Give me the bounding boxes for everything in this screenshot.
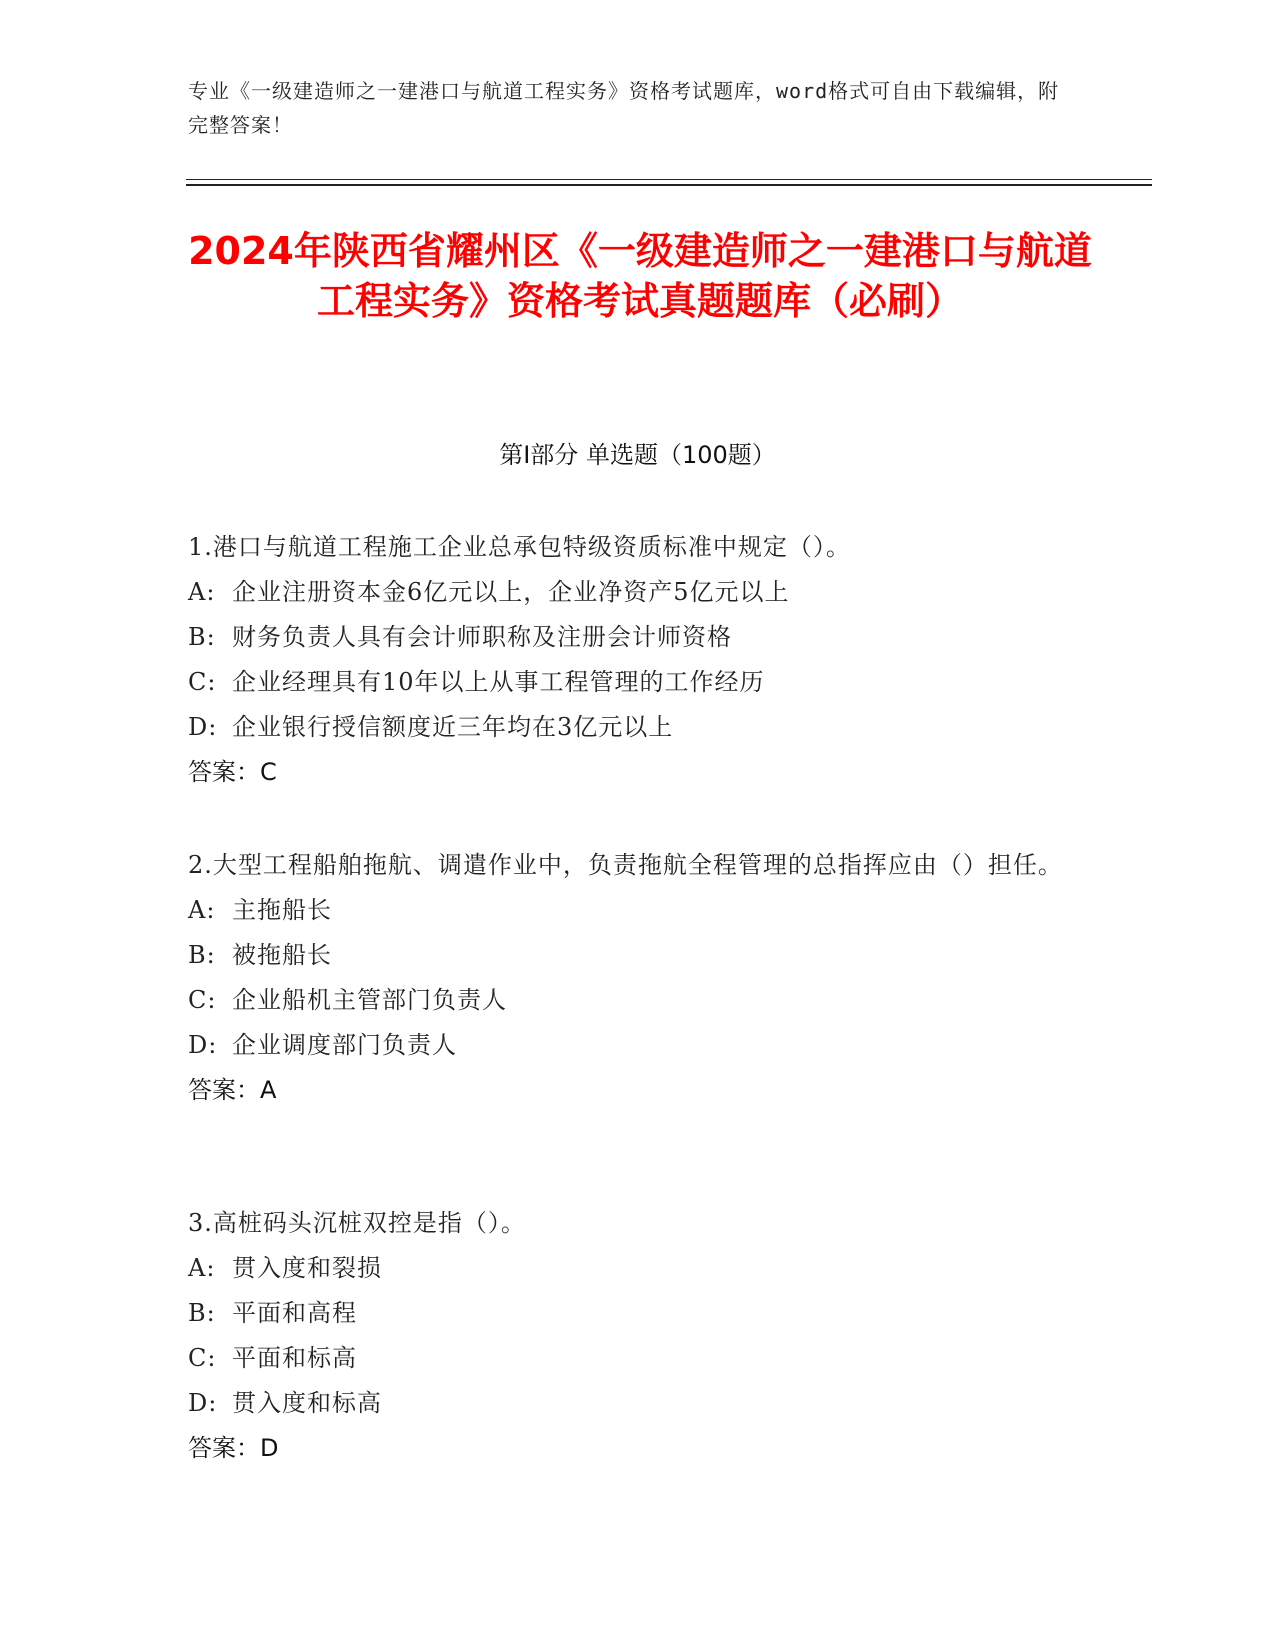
option-letter: B: xyxy=(188,623,216,651)
option-text: 贯入度和裂损 xyxy=(232,1254,382,1282)
option-text: 被拖船长 xyxy=(232,941,332,969)
option-letter: A: xyxy=(188,1254,216,1282)
option-text: 财务负责人具有会计师职称及注册会计师资格 xyxy=(232,623,732,651)
question-stem: 2.大型工程船舶拖航、调遣作业中，负责拖航全程管理的总指挥应由（）担任。 xyxy=(188,851,1063,879)
option-text: 企业调度部门负责人 xyxy=(232,1031,457,1059)
option-letter: C: xyxy=(188,1344,217,1372)
option-letter: D: xyxy=(188,1031,218,1059)
option-text: 企业经理具有10年以上从事工程管理的工作经历 xyxy=(232,668,765,696)
answer-line: 答案：C xyxy=(188,758,277,786)
option-b xyxy=(188,1291,1068,1336)
option-d xyxy=(188,1023,1068,1068)
option-text: 贯入度和标高 xyxy=(232,1389,382,1417)
option-b xyxy=(188,615,1068,660)
question-block xyxy=(188,1201,1068,1471)
option-letter: C: xyxy=(188,986,217,1014)
question-stem: 3.高桩码头沉桩双控是指（）。 xyxy=(188,1209,526,1237)
question-block xyxy=(188,843,1068,1113)
option-letter: B: xyxy=(188,941,216,969)
section-title: 第I部分 单选题（100题） xyxy=(499,441,776,469)
option-b xyxy=(188,933,1068,978)
option-c xyxy=(188,1336,1068,1381)
option-letter: A: xyxy=(188,578,216,606)
option-a xyxy=(188,888,1068,933)
option-text: 企业船机主管部门负责人 xyxy=(232,986,507,1014)
option-d xyxy=(188,705,1068,750)
option-letter: D: xyxy=(188,713,218,741)
option-letter: D: xyxy=(188,1389,218,1417)
option-text: 主拖船长 xyxy=(232,896,332,924)
header-note: 专业《一级建造师之一建港口与航道工程实务》资格考试题库，word格式可自由下载编辑，附完整答案！ xyxy=(188,79,1060,137)
option-text: 企业注册资本金6亿元以上，企业净资产5亿元以上 xyxy=(232,578,790,606)
option-c xyxy=(188,978,1068,1023)
header-rule-thin xyxy=(186,179,1152,180)
option-letter: A: xyxy=(188,896,216,924)
option-d xyxy=(188,1381,1068,1426)
question-stem: 1.港口与航道工程施工企业总承包特级资质标准中规定（）。 xyxy=(188,533,851,561)
option-letter: C: xyxy=(188,668,217,696)
option-a xyxy=(188,570,1068,615)
question-block xyxy=(188,525,1068,795)
option-text: 平面和标高 xyxy=(232,1344,357,1372)
option-text: 平面和高程 xyxy=(232,1299,357,1327)
answer-line: 答案：D xyxy=(188,1434,279,1462)
option-a xyxy=(188,1246,1068,1291)
header-rule-thick xyxy=(186,184,1152,186)
option-text: 企业银行授信额度近三年均在3亿元以上 xyxy=(232,713,674,741)
document-title: 2024年陕西省耀州区《一级建造师之一建港口与航道工程实务》资格考试真题题库（必刷） xyxy=(188,229,1092,323)
option-c xyxy=(188,660,1068,705)
answer-line: 答案：A xyxy=(188,1076,277,1104)
option-letter: B: xyxy=(188,1299,216,1327)
